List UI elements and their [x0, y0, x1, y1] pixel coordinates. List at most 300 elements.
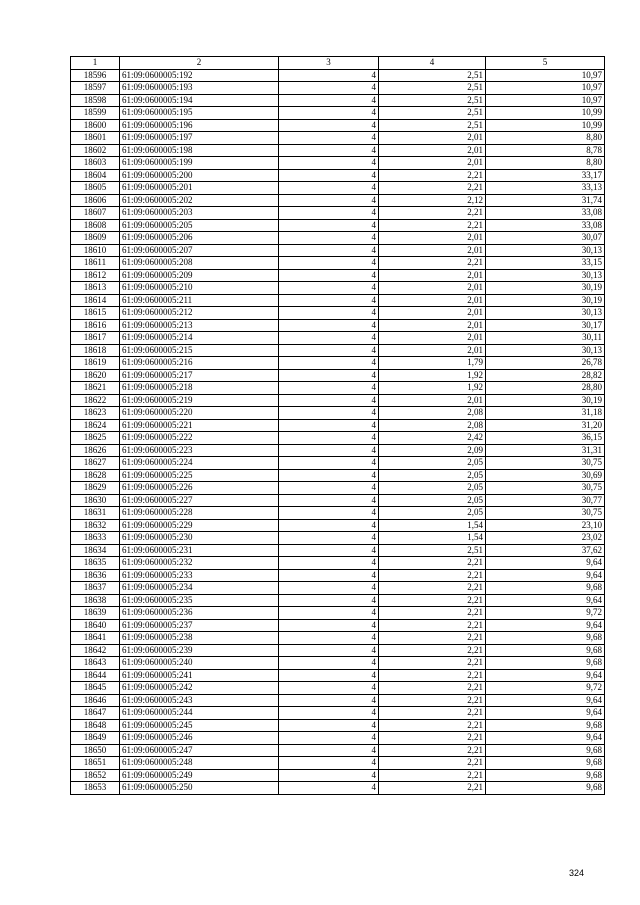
- col4-cell: 2,01: [379, 244, 486, 257]
- col4-cell: 2,21: [379, 619, 486, 632]
- table-row: [71, 632, 605, 645]
- row-number-cell: 18651: [71, 757, 120, 770]
- col5-cell: 9,68: [486, 657, 605, 670]
- table-row: [71, 357, 605, 370]
- col4-cell: 2,21: [379, 669, 486, 682]
- col5-cell: 30,19: [486, 294, 605, 307]
- table-row: [71, 582, 605, 595]
- col4-cell: 2,05: [379, 469, 486, 482]
- col3-cell: 4: [279, 82, 379, 95]
- cadastral-number-cell: 61:09:0600005:220: [120, 407, 279, 420]
- table-row: [71, 257, 605, 270]
- col4-cell: 2,08: [379, 419, 486, 432]
- col3-cell: 4: [279, 157, 379, 170]
- row-number-cell: 18653: [71, 782, 120, 795]
- cadastral-number-cell: 61:09:0600005:235: [120, 594, 279, 607]
- cadastral-number-cell: 61:09:0600005:236: [120, 607, 279, 620]
- col5-cell: 10,99: [486, 107, 605, 120]
- cadastral-number-cell: 61:09:0600005:225: [120, 469, 279, 482]
- table-row: [71, 544, 605, 557]
- col3-cell: 4: [279, 682, 379, 695]
- col3-cell: 4: [279, 507, 379, 520]
- col4-cell: 2,21: [379, 632, 486, 645]
- col4-cell: 2,21: [379, 757, 486, 770]
- table-row: [71, 457, 605, 470]
- col3-cell: 4: [279, 269, 379, 282]
- col3-cell: 4: [279, 69, 379, 82]
- row-number-cell: 18610: [71, 244, 120, 257]
- col3-cell: 4: [279, 232, 379, 245]
- col3-cell: 4: [279, 144, 379, 157]
- row-number-cell: 18607: [71, 207, 120, 220]
- col3-cell: 4: [279, 257, 379, 270]
- cadastral-number-cell: 61:09:0600005:238: [120, 632, 279, 645]
- col5-cell: 30,13: [486, 344, 605, 357]
- col5-cell: 33,15: [486, 257, 605, 270]
- col3-cell: 4: [279, 407, 379, 420]
- cadastral-number-cell: 61:09:0600005:216: [120, 357, 279, 370]
- row-number-cell: 18630: [71, 494, 120, 507]
- row-number-cell: 18646: [71, 694, 120, 707]
- row-number-cell: 18620: [71, 369, 120, 382]
- col5-cell: 9,72: [486, 607, 605, 620]
- col3-cell: 4: [279, 544, 379, 557]
- table-row: [71, 757, 605, 770]
- col3-cell: 4: [279, 382, 379, 395]
- col4-cell: 2,21: [379, 694, 486, 707]
- row-number-cell: 18652: [71, 769, 120, 782]
- table-row: [71, 119, 605, 132]
- col4-cell: 1,54: [379, 532, 486, 545]
- cadastral-number-cell: 61:09:0600005:224: [120, 457, 279, 470]
- table-row: [71, 769, 605, 782]
- col4-cell: 2,01: [379, 344, 486, 357]
- cadastral-number-cell: 61:09:0600005:192: [120, 69, 279, 82]
- col4-cell: 2,21: [379, 207, 486, 220]
- col5-cell: 28,82: [486, 369, 605, 382]
- col3-cell: 4: [279, 419, 379, 432]
- cadastral-number-cell: 61:09:0600005:202: [120, 194, 279, 207]
- col4-cell: 2,01: [379, 319, 486, 332]
- table-row: [71, 244, 605, 257]
- row-number-cell: 18606: [71, 194, 120, 207]
- col5-cell: 36,15: [486, 432, 605, 445]
- row-number-cell: 18599: [71, 107, 120, 120]
- row-number-cell: 18624: [71, 419, 120, 432]
- col4-cell: 2,05: [379, 482, 486, 495]
- row-number-cell: 18637: [71, 582, 120, 595]
- col4-cell: 2,01: [379, 394, 486, 407]
- row-number-cell: 18605: [71, 182, 120, 195]
- col5-cell: 9,64: [486, 732, 605, 745]
- page-number: 324: [568, 868, 584, 878]
- cadastral-number-cell: 61:09:0600005:247: [120, 744, 279, 757]
- col5-cell: 9,64: [486, 707, 605, 720]
- col4-cell: 2,21: [379, 657, 486, 670]
- table-row: [71, 469, 605, 482]
- col4-cell: 2,01: [379, 144, 486, 157]
- col5-cell: 9,68: [486, 582, 605, 595]
- col3-cell: 4: [279, 344, 379, 357]
- row-number-cell: 18633: [71, 532, 120, 545]
- col3-cell: 4: [279, 744, 379, 757]
- col4-cell: 2,21: [379, 582, 486, 595]
- table-row: [71, 207, 605, 220]
- table-row: [71, 557, 605, 570]
- col5-cell: 8,78: [486, 144, 605, 157]
- col4-cell: 2,01: [379, 307, 486, 320]
- row-number-cell: 18642: [71, 644, 120, 657]
- row-number-cell: 18619: [71, 357, 120, 370]
- row-number-cell: 18647: [71, 707, 120, 720]
- cadastral-number-cell: 61:09:0600005:217: [120, 369, 279, 382]
- row-number-cell: 18603: [71, 157, 120, 170]
- row-number-cell: 18648: [71, 719, 120, 732]
- col3-cell: 4: [279, 769, 379, 782]
- col5-cell: 8,80: [486, 132, 605, 145]
- row-number-cell: 18613: [71, 282, 120, 295]
- col5-cell: 30,75: [486, 457, 605, 470]
- col3-cell: 4: [279, 669, 379, 682]
- cadastral-number-cell: 61:09:0600005:199: [120, 157, 279, 170]
- cadastral-number-cell: 61:09:0600005:215: [120, 344, 279, 357]
- cadastral-number-cell: 61:09:0600005:210: [120, 282, 279, 295]
- col4-cell: 2,21: [379, 707, 486, 720]
- column-header-5: 5: [486, 57, 605, 70]
- col3-cell: 4: [279, 619, 379, 632]
- col3-cell: 4: [279, 307, 379, 320]
- col5-cell: 31,18: [486, 407, 605, 420]
- row-number-cell: 18614: [71, 294, 120, 307]
- table-row: [71, 144, 605, 157]
- col5-cell: 8,80: [486, 157, 605, 170]
- col3-cell: 4: [279, 644, 379, 657]
- cadastral-number-cell: 61:09:0600005:197: [120, 132, 279, 145]
- cadastral-number-cell: 61:09:0600005:198: [120, 144, 279, 157]
- cadastral-number-cell: 61:09:0600005:250: [120, 782, 279, 795]
- col4-cell: 1,54: [379, 519, 486, 532]
- table-row: [71, 419, 605, 432]
- col5-cell: 9,64: [486, 569, 605, 582]
- table-row: [71, 732, 605, 745]
- col3-cell: 4: [279, 469, 379, 482]
- col4-cell: 1,92: [379, 382, 486, 395]
- col5-cell: 30,13: [486, 307, 605, 320]
- cadastral-number-cell: 61:09:0600005:240: [120, 657, 279, 670]
- cadastral-number-cell: 61:09:0600005:230: [120, 532, 279, 545]
- col4-cell: 2,51: [379, 107, 486, 120]
- cadastral-number-cell: 61:09:0600005:242: [120, 682, 279, 695]
- cadastral-number-cell: 61:09:0600005:207: [120, 244, 279, 257]
- row-number-cell: 18616: [71, 319, 120, 332]
- column-header-1: 1: [71, 57, 120, 70]
- cadastral-number-cell: 61:09:0600005:249: [120, 769, 279, 782]
- cadastral-number-cell: 61:09:0600005:219: [120, 394, 279, 407]
- col3-cell: 4: [279, 694, 379, 707]
- col3-cell: 4: [279, 357, 379, 370]
- cadastral-number-cell: 61:09:0600005:213: [120, 319, 279, 332]
- col4-cell: 2,01: [379, 157, 486, 170]
- cadastral-number-cell: 61:09:0600005:227: [120, 494, 279, 507]
- col5-cell: 9,64: [486, 669, 605, 682]
- col4-cell: 2,51: [379, 119, 486, 132]
- row-number-cell: 18639: [71, 607, 120, 620]
- row-number-cell: 18622: [71, 394, 120, 407]
- cadastral-number-cell: 61:09:0600005:205: [120, 219, 279, 232]
- col3-cell: 4: [279, 532, 379, 545]
- col4-cell: 2,21: [379, 219, 486, 232]
- col3-cell: 4: [279, 457, 379, 470]
- col5-cell: 9,68: [486, 744, 605, 757]
- col3-cell: 4: [279, 207, 379, 220]
- col4-cell: 2,12: [379, 194, 486, 207]
- col4-cell: 2,01: [379, 294, 486, 307]
- col5-cell: 30,75: [486, 482, 605, 495]
- row-number-cell: 18621: [71, 382, 120, 395]
- table-row: [71, 394, 605, 407]
- row-number-cell: 18609: [71, 232, 120, 245]
- col5-cell: 10,97: [486, 82, 605, 95]
- col3-cell: 4: [279, 607, 379, 620]
- row-number-cell: 18600: [71, 119, 120, 132]
- table-row: [71, 669, 605, 682]
- table-row: [71, 182, 605, 195]
- table-row: [71, 782, 605, 795]
- table-row: [71, 444, 605, 457]
- col4-cell: 1,92: [379, 369, 486, 382]
- col4-cell: 2,05: [379, 494, 486, 507]
- table-row: [71, 382, 605, 395]
- row-number-cell: 18644: [71, 669, 120, 682]
- col5-cell: 31,20: [486, 419, 605, 432]
- row-number-cell: 18638: [71, 594, 120, 607]
- row-number-cell: 18615: [71, 307, 120, 320]
- row-number-cell: 18611: [71, 257, 120, 270]
- table-row: [71, 432, 605, 445]
- col5-cell: 33,17: [486, 169, 605, 182]
- cadastral-number-cell: 61:09:0600005:241: [120, 669, 279, 682]
- table-row: [71, 494, 605, 507]
- col3-cell: 4: [279, 94, 379, 107]
- col3-cell: 4: [279, 482, 379, 495]
- row-number-cell: 18608: [71, 219, 120, 232]
- col4-cell: 2,21: [379, 644, 486, 657]
- col4-cell: 2,21: [379, 769, 486, 782]
- col3-cell: 4: [279, 494, 379, 507]
- col3-cell: 4: [279, 369, 379, 382]
- col3-cell: 4: [279, 582, 379, 595]
- cadastral-number-cell: 61:09:0600005:218: [120, 382, 279, 395]
- cadastral-number-cell: 61:09:0600005:223: [120, 444, 279, 457]
- cadastral-number-cell: 61:09:0600005:193: [120, 82, 279, 95]
- col3-cell: 4: [279, 557, 379, 570]
- row-number-cell: 18625: [71, 432, 120, 445]
- table-row: [71, 344, 605, 357]
- col4-cell: 2,01: [379, 282, 486, 295]
- table-row: [71, 282, 605, 295]
- col5-cell: 30,13: [486, 244, 605, 257]
- row-number-cell: 18623: [71, 407, 120, 420]
- row-number-cell: 18601: [71, 132, 120, 145]
- col5-cell: 10,97: [486, 94, 605, 107]
- col5-cell: 10,99: [486, 119, 605, 132]
- col3-cell: 4: [279, 732, 379, 745]
- col3-cell: 4: [279, 169, 379, 182]
- col5-cell: 30,77: [486, 494, 605, 507]
- col3-cell: 4: [279, 332, 379, 345]
- row-number-cell: 18636: [71, 569, 120, 582]
- col3-cell: 4: [279, 219, 379, 232]
- cadastral-number-cell: 61:09:0600005:221: [120, 419, 279, 432]
- col5-cell: 30,19: [486, 282, 605, 295]
- col4-cell: 2,09: [379, 444, 486, 457]
- col5-cell: 9,68: [486, 782, 605, 795]
- table-row: [71, 594, 605, 607]
- col3-cell: 4: [279, 132, 379, 145]
- cadastral-number-cell: 61:09:0600005:222: [120, 432, 279, 445]
- cadastral-number-cell: 61:09:0600005:194: [120, 94, 279, 107]
- col4-cell: 2,21: [379, 594, 486, 607]
- col5-cell: 30,69: [486, 469, 605, 482]
- cadastral-number-cell: 61:09:0600005:244: [120, 707, 279, 720]
- col3-cell: 4: [279, 757, 379, 770]
- col5-cell: 9,64: [486, 557, 605, 570]
- table-row: [71, 157, 605, 170]
- table-row: [71, 94, 605, 107]
- col5-cell: 9,68: [486, 769, 605, 782]
- cadastral-number-cell: 61:09:0600005:239: [120, 644, 279, 657]
- col4-cell: 2,21: [379, 782, 486, 795]
- cadastral-number-cell: 61:09:0600005:248: [120, 757, 279, 770]
- row-number-cell: 18635: [71, 557, 120, 570]
- col4-cell: 2,01: [379, 232, 486, 245]
- cadastral-number-cell: 61:09:0600005:209: [120, 269, 279, 282]
- cadastral-number-cell: 61:09:0600005:206: [120, 232, 279, 245]
- col3-cell: 4: [279, 719, 379, 732]
- cadastral-number-cell: 61:09:0600005:229: [120, 519, 279, 532]
- row-number-cell: 18627: [71, 457, 120, 470]
- col4-cell: 2,51: [379, 94, 486, 107]
- table-row: [71, 132, 605, 145]
- col3-cell: 4: [279, 782, 379, 795]
- col5-cell: 30,07: [486, 232, 605, 245]
- col5-cell: 9,64: [486, 619, 605, 632]
- col5-cell: 9,68: [486, 757, 605, 770]
- table-row: [71, 294, 605, 307]
- col5-cell: 9,72: [486, 682, 605, 695]
- col3-cell: 4: [279, 569, 379, 582]
- col5-cell: 26,78: [486, 357, 605, 370]
- col3-cell: 4: [279, 519, 379, 532]
- col3-cell: 4: [279, 194, 379, 207]
- data-table: [70, 56, 605, 795]
- col5-cell: 33,08: [486, 207, 605, 220]
- col3-cell: 4: [279, 244, 379, 257]
- table-row: [71, 332, 605, 345]
- table-row: [71, 532, 605, 545]
- col4-cell: 2,51: [379, 544, 486, 557]
- col4-cell: 2,21: [379, 682, 486, 695]
- col3-cell: 4: [279, 182, 379, 195]
- col5-cell: 31,31: [486, 444, 605, 457]
- col3-cell: 4: [279, 632, 379, 645]
- col4-cell: 2,21: [379, 732, 486, 745]
- cadastral-number-cell: 61:09:0600005:212: [120, 307, 279, 320]
- col3-cell: 4: [279, 319, 379, 332]
- col4-cell: 2,51: [379, 82, 486, 95]
- col3-cell: 4: [279, 657, 379, 670]
- cadastral-number-cell: 61:09:0600005:246: [120, 732, 279, 745]
- table-row: [71, 82, 605, 95]
- table-row: [71, 407, 605, 420]
- table-row: [71, 657, 605, 670]
- row-number-cell: 18604: [71, 169, 120, 182]
- col4-cell: 2,01: [379, 332, 486, 345]
- table-row: [71, 569, 605, 582]
- col4-cell: 2,51: [379, 69, 486, 82]
- table-row: [71, 644, 605, 657]
- row-number-cell: 18649: [71, 732, 120, 745]
- table-row: [71, 694, 605, 707]
- table-row: [71, 719, 605, 732]
- col5-cell: 9,68: [486, 644, 605, 657]
- table-row: [71, 307, 605, 320]
- col5-cell: 10,97: [486, 69, 605, 82]
- col3-cell: 4: [279, 282, 379, 295]
- table-row: [71, 319, 605, 332]
- col4-cell: 2,21: [379, 182, 486, 195]
- table-body: [71, 69, 605, 794]
- table-row: [71, 482, 605, 495]
- col5-cell: 37,62: [486, 544, 605, 557]
- row-number-cell: 18628: [71, 469, 120, 482]
- table-row: [71, 269, 605, 282]
- row-number-cell: 18597: [71, 82, 120, 95]
- col3-cell: 4: [279, 444, 379, 457]
- col3-cell: 4: [279, 432, 379, 445]
- row-number-cell: 18632: [71, 519, 120, 532]
- col5-cell: 28,80: [486, 382, 605, 395]
- col4-cell: 2,21: [379, 744, 486, 757]
- table-row: [71, 682, 605, 695]
- row-number-cell: 18618: [71, 344, 120, 357]
- table-row: [71, 744, 605, 757]
- row-number-cell: 18634: [71, 544, 120, 557]
- col4-cell: 2,21: [379, 169, 486, 182]
- col5-cell: 9,64: [486, 694, 605, 707]
- col4-cell: 2,21: [379, 607, 486, 620]
- table-row: [71, 507, 605, 520]
- cadastral-number-cell: 61:09:0600005:196: [120, 119, 279, 132]
- col5-cell: 30,17: [486, 319, 605, 332]
- col4-cell: 2,21: [379, 257, 486, 270]
- col4-cell: 2,42: [379, 432, 486, 445]
- cadastral-number-cell: 61:09:0600005:232: [120, 557, 279, 570]
- col3-cell: 4: [279, 394, 379, 407]
- header-row: [71, 57, 605, 70]
- cadastral-number-cell: 61:09:0600005:211: [120, 294, 279, 307]
- table-row: [71, 707, 605, 720]
- cadastral-number-cell: 61:09:0600005:201: [120, 182, 279, 195]
- row-number-cell: 18640: [71, 619, 120, 632]
- table-row: [71, 107, 605, 120]
- cadastral-number-cell: 61:09:0600005:226: [120, 482, 279, 495]
- col4-cell: 2,01: [379, 132, 486, 145]
- row-number-cell: 18626: [71, 444, 120, 457]
- cadastral-number-cell: 61:09:0600005:237: [120, 619, 279, 632]
- col4-cell: 2,08: [379, 407, 486, 420]
- column-header-3: 3: [279, 57, 379, 70]
